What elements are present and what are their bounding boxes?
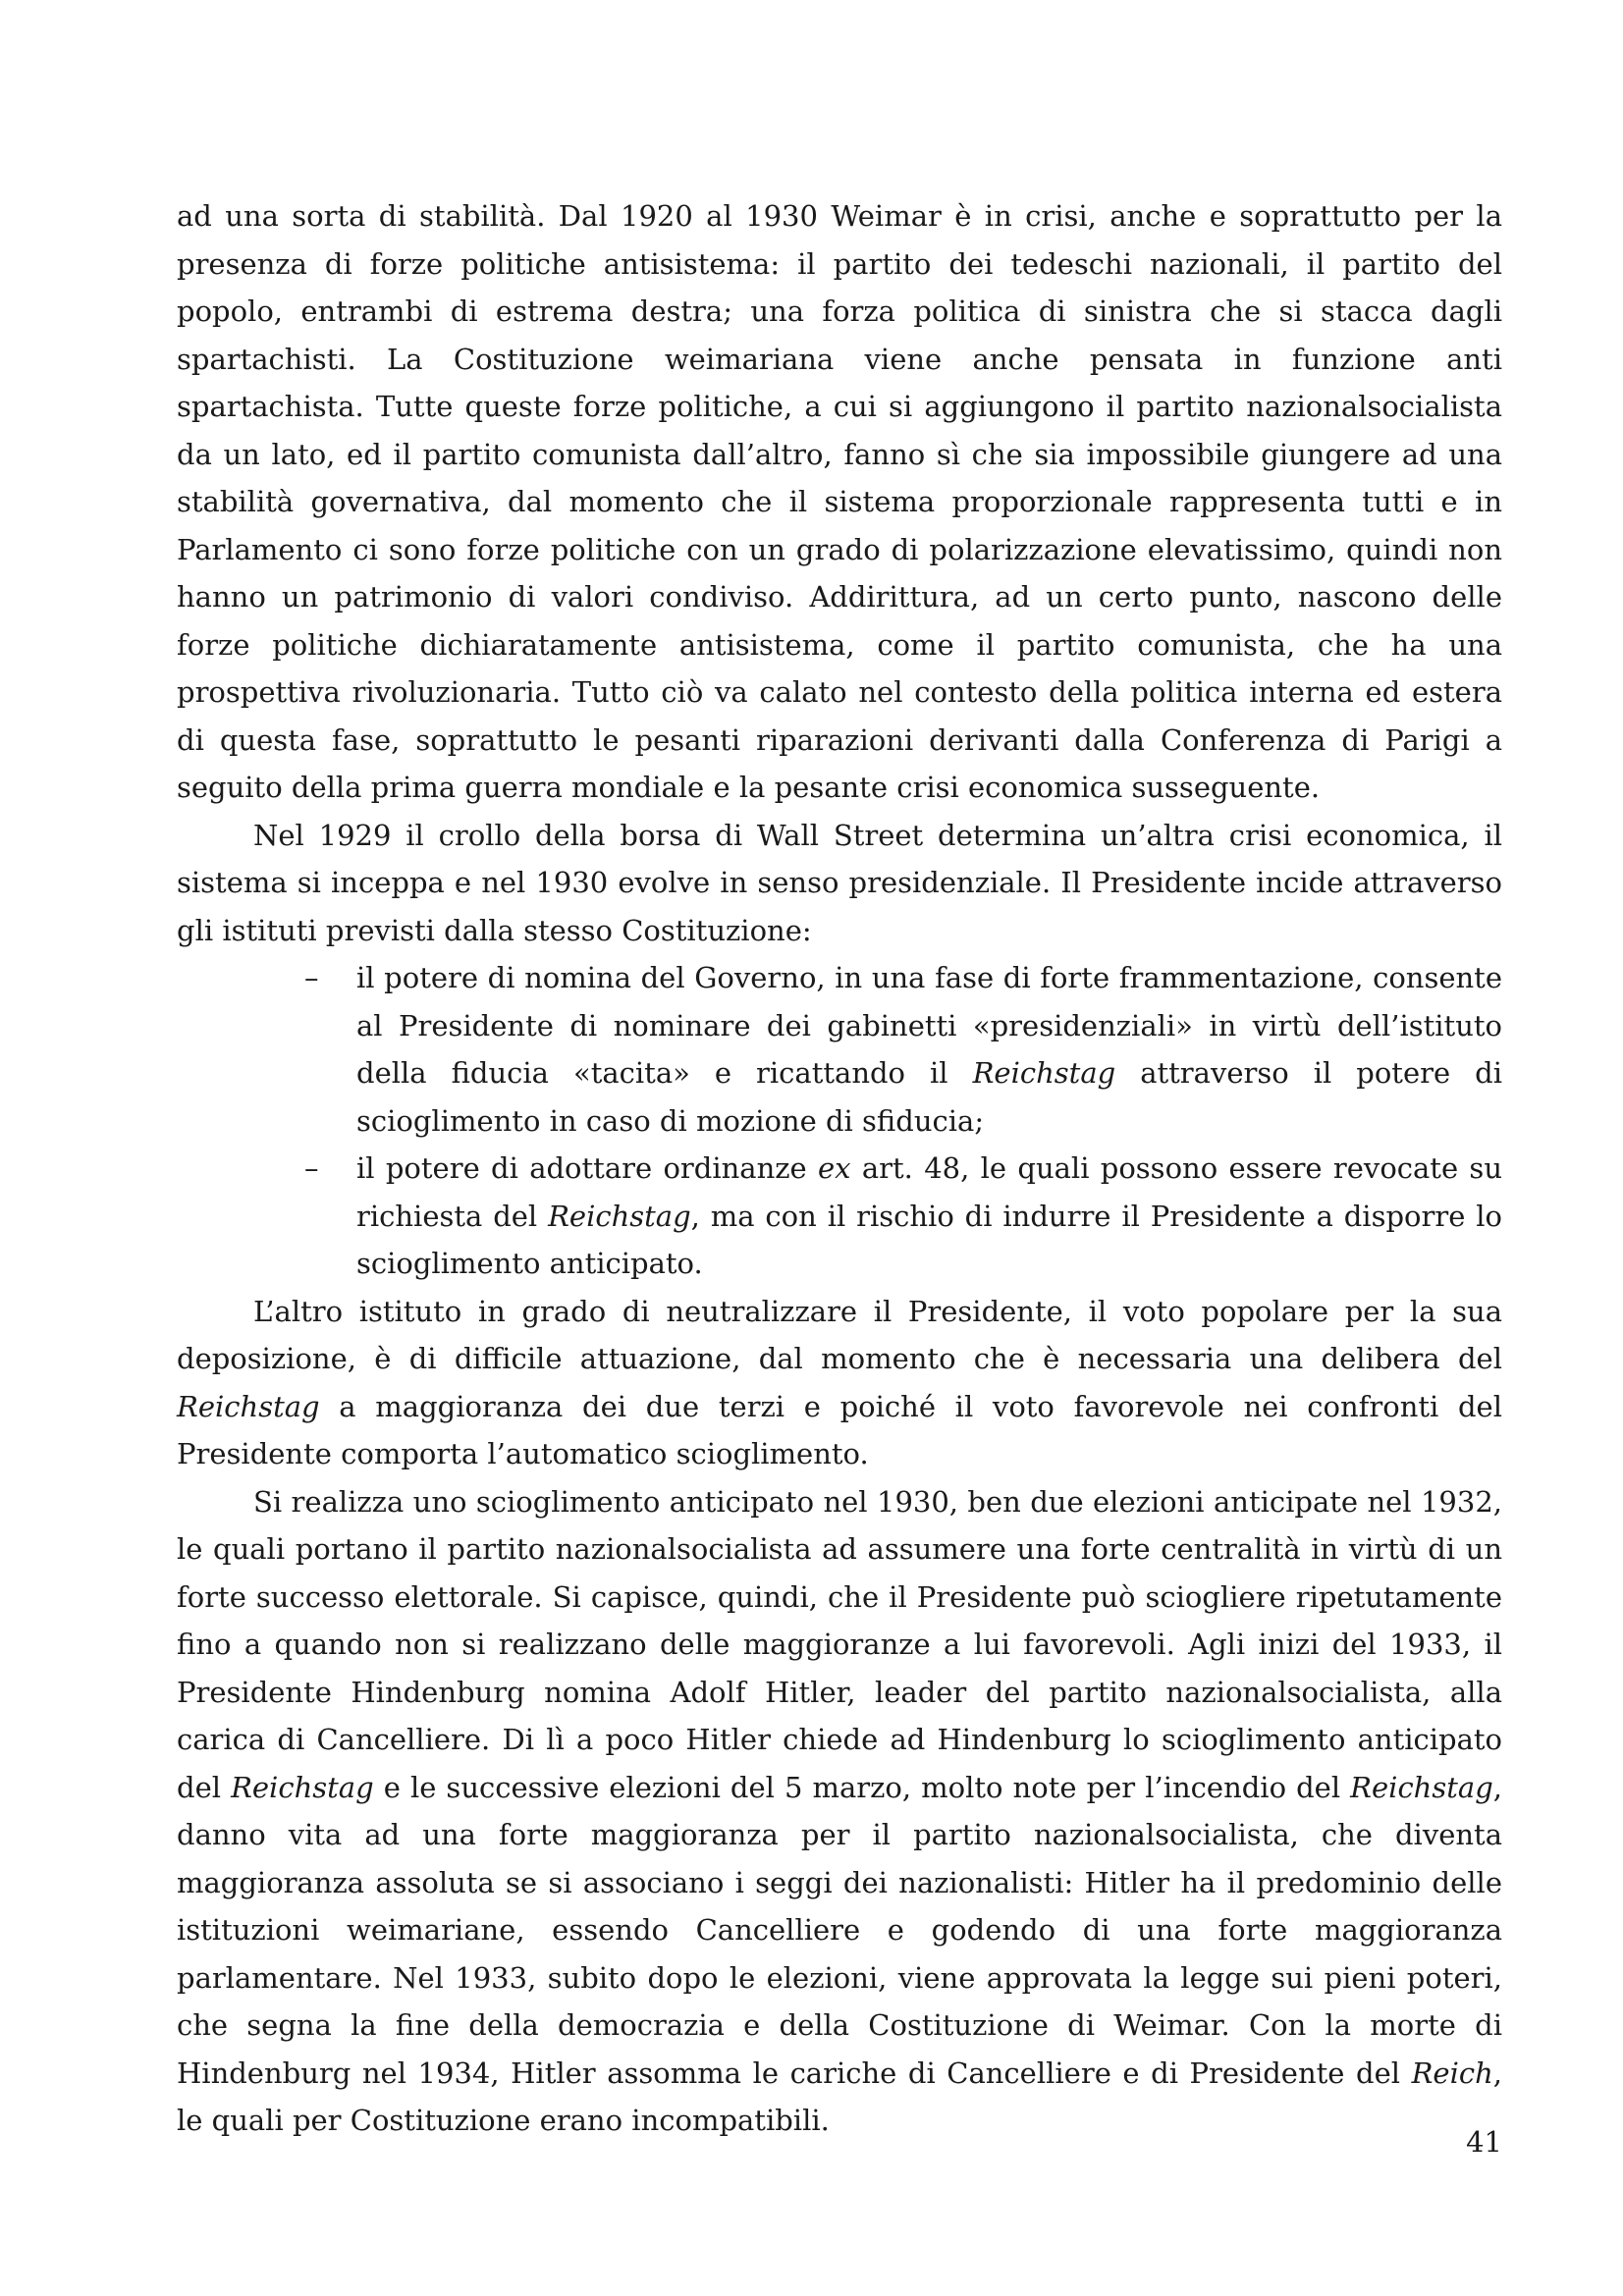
paragraph-4: Si realizza uno scioglimento anticipato nel 1930, ben due elezioni anticipate nel 1932, le quali portano il partito nazionalsocialista ad assumere una forte centralità in virtù di un forte successo elettorale. Si capisce, quindi, che il Presidente può sciogliere ripetutamente fino a quando non si realizzano delle maggioranze a lui favorevoli. Agli inizi del 1933, il Presidente Hindenburg nomina Adolf Hitler, leader del partito nazionalsocialista, alla carica di Cancelliere. Di lì a poco Hitler chiede ad Hindenburg lo scioglimento anticipato del Reichstag e le successive elezioni del 5 marzo, molto note per l’incendio del Reichstag, danno vita ad una forte maggioranza per il partito nazionalsocialista, che diventa maggioranza assoluta se si associano i seggi dei nazionalisti: Hitler ha il predominio delle istituzioni weimariane, essendo Cancelliere e godendo di una forte maggioranza parlamentare. Nel 1933, subito dopo le elezioni, viene approvata la legge sui pieni poteri, che segna la fine della democrazia e della Costituzione di Weimar. Con la morte di Hindenburg nel 1934, Hitler assomma le cariche di Cancelliere e di Presidente del Reich, le quali per Costituzione erano incompatibili. bbox=[177, 1484, 1502, 2137]
italic-term: Reichstag bbox=[1350, 1770, 1493, 1804]
italic-term: ex bbox=[818, 1151, 851, 1185]
body-text bbox=[177, 192, 1502, 2145]
italic-term: Reich bbox=[1411, 2056, 1493, 2090]
italic-term: Reichstag bbox=[177, 1389, 320, 1423]
dash-marker: – bbox=[304, 961, 319, 994]
list-item: – il potere di nomina del Governo, in una fase di forte frammentazione, consente al Presidente di nominare dei gabinetti «presidenziali» in virtù dell’istituto della fiducia «tacita» e ricattando il Reichstag attraverso il potere di scioglimento in caso di mozione di sfiducia; bbox=[177, 954, 1502, 1145]
paragraph-1: ad una sorta di stabilità. Dal 1920 al 1930 Weimar è in crisi, anche e soprattutto per la presenza di forze politiche antisistema: il partito dei tedeschi nazionali, il partito del popolo, entrambi di estrema destra; una forza politica di sinistra che si stacca dagli spartachisti. La Costituzione weimariana viene anche pensata in funzione anti spartachista. Tutte queste forze politiche, a cui si aggiungono il partito nazionalsocialista da un lato, ed il partito comunista dall’altro, fanno sì che sia impossibile giungere ad una stabilità governativa, dal momento che il sistema proporzionale rappresenta tutti e in Parlamento ci sono forze politiche con un grado di polarizzazione elevatissimo, quindi non hanno un patrimonio di valori condiviso. Addirittura, ad un certo punto, nascono delle forze politiche dichiaratamente antisistema, come il partito comunista, che ha una prospettiva rivoluzionaria. Tutto ciò va calato nel contesto della politica interna ed estera di questa fase, soprattutto le pesanti riparazioni derivanti dalla Conferenza di Parigi a seguito della prima guerra mondiale e la pesante crisi economica susseguente. bbox=[177, 199, 1502, 804]
italic-term: Reichstag bbox=[231, 1770, 374, 1804]
page-number: 41 bbox=[1466, 2125, 1502, 2159]
paragraph-3: L’altro istituto in grado di neutralizzare il Presidente, il voto popolare per la sua deposizione, è di difficile attuazione, dal momento che è necessaria una delibera del Reichstag a maggioranza dei due terzi e poiché il voto favorevole nei confronti del Presidente comporta l’automatico scioglimento. bbox=[177, 1294, 1502, 1470]
italic-term: Reichstag bbox=[548, 1199, 691, 1233]
italic-term: Reichstag bbox=[972, 1056, 1116, 1090]
list-item: – il potere di adottare ordinanze ex art. 48, le quali possono essere revocate su richiesta del Reichstag, ma con il rischio di indurre il Presidente a disporre lo scioglimento anticipato. bbox=[177, 1145, 1502, 1288]
dash-marker: – bbox=[304, 1151, 319, 1185]
paragraph-2: Nel 1929 il crollo della borsa di Wall Street determina un’altra crisi economica, il sistema si inceppa e nel 1930 evolve in senso presidenziale. Il Presidente incide attraverso gli istituti previsti dalla stesso Costituzione: bbox=[177, 818, 1502, 947]
bullet-list bbox=[177, 954, 1502, 1288]
